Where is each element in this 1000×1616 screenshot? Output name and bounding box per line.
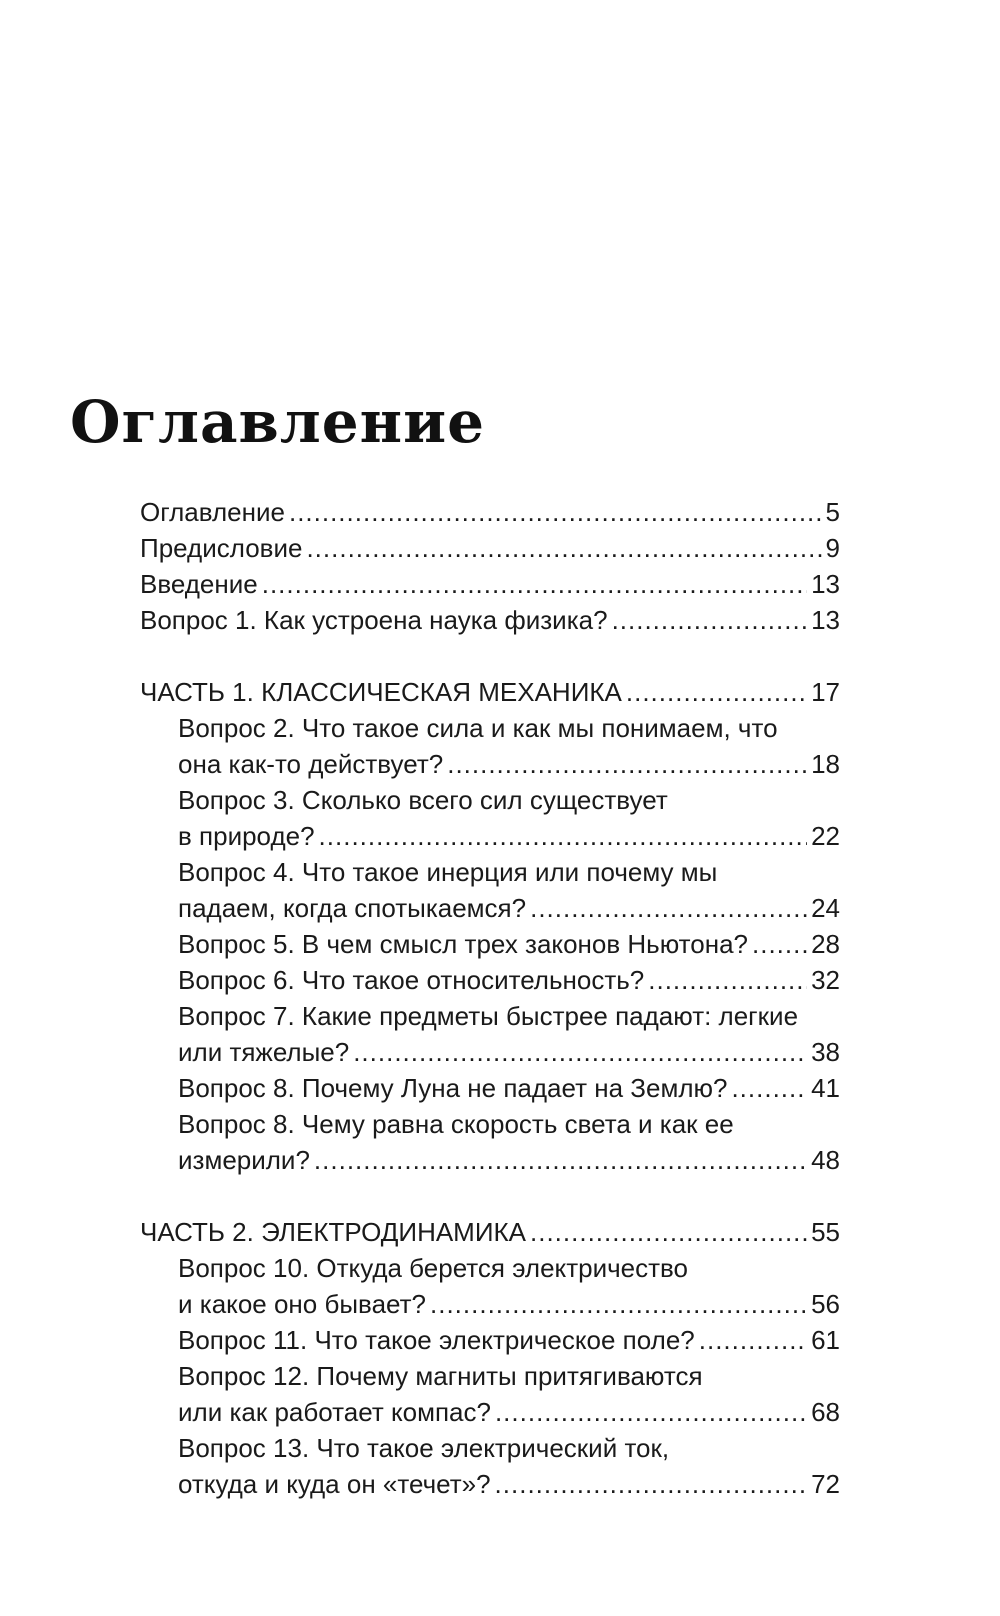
toc-entry[interactable] xyxy=(140,566,840,602)
entry-title-text: Вопрос 12. Почему магниты притягиваются xyxy=(178,1361,703,1391)
entry-title-text: и какое оно бывает? xyxy=(178,1289,426,1319)
toc-entry[interactable] xyxy=(178,1358,840,1430)
entry-title-text: Вопрос 5. В чем смысл трех законов Ньютона? xyxy=(178,929,749,959)
entry-title-text: или тяжелые? xyxy=(178,1037,350,1067)
entry-title-text: Вопрос 10. Откуда берется электричество xyxy=(178,1253,688,1283)
entry-title-text: Введение xyxy=(140,569,258,599)
dot-leader xyxy=(314,1142,807,1178)
page-number: 41 xyxy=(811,1073,840,1103)
page-number: 5 xyxy=(825,497,840,527)
dot-leader xyxy=(612,602,808,638)
page-number: 24 xyxy=(811,893,840,923)
page-number: 72 xyxy=(811,1469,840,1499)
dot-leader xyxy=(626,674,807,710)
entry-first-line xyxy=(178,710,840,746)
entry-title-text: Вопрос 11. Что такое электрическое поле? xyxy=(178,1325,695,1355)
entry-title-text: Вопрос 7. Какие предметы быстрее падают: легкие xyxy=(178,1001,799,1031)
toc-entry[interactable] xyxy=(178,1322,840,1358)
entry-title-text: Вопрос 1. Как устроена наука физика? xyxy=(140,605,608,635)
toc-entry[interactable] xyxy=(178,962,840,998)
entry-last-line xyxy=(178,818,840,854)
section-gap xyxy=(140,1178,840,1214)
entry-last-line xyxy=(178,1286,840,1322)
toc-entry[interactable] xyxy=(178,998,840,1070)
dot-leader xyxy=(319,818,808,854)
entry-first-line xyxy=(178,854,840,890)
toc-entry[interactable] xyxy=(140,602,840,638)
entry-last-line xyxy=(140,566,840,602)
part-heading-text: ЧАСТЬ 1. КЛАССИЧЕСКАЯ МЕХАНИКА xyxy=(140,677,622,707)
dot-leader xyxy=(495,1466,808,1502)
page-number: 17 xyxy=(811,677,840,707)
entry-last-line xyxy=(178,926,840,962)
dot-leader xyxy=(447,746,807,782)
entry-first-line xyxy=(178,1106,840,1142)
entry-title-text: Вопрос 8. Почему Луна не падает на Землю? xyxy=(178,1073,728,1103)
entry-last-line xyxy=(140,602,840,638)
dot-leader xyxy=(306,530,821,566)
dot-leader xyxy=(752,926,807,962)
dot-leader xyxy=(530,890,807,926)
page-number: 55 xyxy=(811,1217,840,1247)
toc-entry[interactable] xyxy=(140,530,840,566)
toc-part-heading[interactable] xyxy=(140,1214,840,1250)
entry-title-text: Оглавление xyxy=(140,497,285,527)
toc-part-1 xyxy=(140,674,840,1178)
entry-first-line xyxy=(178,782,840,818)
page-number: 9 xyxy=(825,533,840,563)
entry-title-text: Предисловие xyxy=(140,533,303,563)
dot-leader xyxy=(648,962,807,998)
toc-entry[interactable] xyxy=(178,1250,840,1322)
entry-first-line xyxy=(178,1358,840,1394)
dot-leader xyxy=(353,1034,807,1070)
page-number: 56 xyxy=(811,1289,840,1319)
page-number: 38 xyxy=(811,1037,840,1067)
dot-leader xyxy=(731,1070,807,1106)
entry-title-text: Вопрос 3. Сколько всего сил существует xyxy=(178,785,668,815)
entry-title-text: Вопрос 2. Что такое сила и как мы понимаем, что xyxy=(178,713,778,743)
toc-front-section xyxy=(140,494,840,638)
entry-last-line xyxy=(178,1322,840,1358)
entry-last-line xyxy=(178,1070,840,1106)
entry-last-line xyxy=(178,1142,840,1178)
dot-leader xyxy=(262,566,807,602)
entry-title-text: Вопрос 6. Что такое относительность? xyxy=(178,965,645,995)
toc-entry[interactable] xyxy=(178,1430,840,1502)
entry-last-line xyxy=(178,1466,840,1502)
entry-title-text: откуда и куда он «течет»? xyxy=(178,1469,491,1499)
entry-last-line xyxy=(140,494,840,530)
toc-part-2 xyxy=(140,1214,840,1502)
dot-leader xyxy=(495,1394,807,1430)
toc-part-heading[interactable] xyxy=(140,674,840,710)
toc-entry[interactable] xyxy=(178,782,840,854)
page-number: 28 xyxy=(811,929,840,959)
page-number: 22 xyxy=(811,821,840,851)
entry-last-line xyxy=(178,1034,840,1070)
entry-last-line xyxy=(178,890,840,926)
entry-last-line xyxy=(140,530,840,566)
entry-first-line xyxy=(178,998,840,1034)
entry-title-text: Вопрос 13. Что такое электрический ток, xyxy=(178,1433,670,1463)
entry-last-line xyxy=(178,1394,840,1430)
entry-first-line xyxy=(178,1250,840,1286)
entry-title-text: в природе? xyxy=(178,821,315,851)
section-gap xyxy=(140,638,840,674)
entry-last-line xyxy=(178,962,840,998)
page-number: 68 xyxy=(811,1397,840,1427)
entry-first-line xyxy=(178,1430,840,1466)
entry-title-text: Вопрос 8. Чему равна скорость света и как ее xyxy=(178,1109,734,1139)
dot-leader xyxy=(430,1286,807,1322)
entry-last-line xyxy=(178,746,840,782)
entry-title-text: она как-то действует? xyxy=(178,749,444,779)
dot-leader xyxy=(289,494,822,530)
entry-title-text: Вопрос 4. Что такое инерция или почему мы xyxy=(178,857,718,887)
toc-entry[interactable] xyxy=(178,1070,840,1106)
page-number: 48 xyxy=(811,1145,840,1175)
entry-title-text: или как работает компас? xyxy=(178,1397,491,1427)
page-number: 18 xyxy=(811,749,840,779)
entry-title-text: падаем, когда спотыкаемся? xyxy=(178,893,527,923)
page-number: 13 xyxy=(811,605,840,635)
toc-entry[interactable] xyxy=(140,494,840,530)
entry-title-text: измерили? xyxy=(178,1145,310,1175)
page-number: 13 xyxy=(811,569,840,599)
toc-entry[interactable] xyxy=(178,710,840,782)
page-number: 61 xyxy=(811,1325,840,1355)
part-heading-text: ЧАСТЬ 2. ЭЛЕКТРОДИНАМИКА xyxy=(140,1217,527,1247)
dot-leader xyxy=(530,1214,807,1250)
table-of-contents xyxy=(140,494,840,1502)
toc-entry[interactable] xyxy=(178,1106,840,1178)
toc-entry[interactable] xyxy=(178,854,840,926)
toc-entry[interactable] xyxy=(178,926,840,962)
dot-leader xyxy=(699,1322,807,1358)
page-number: 32 xyxy=(811,965,840,995)
page-title: Оглавление xyxy=(70,388,486,456)
